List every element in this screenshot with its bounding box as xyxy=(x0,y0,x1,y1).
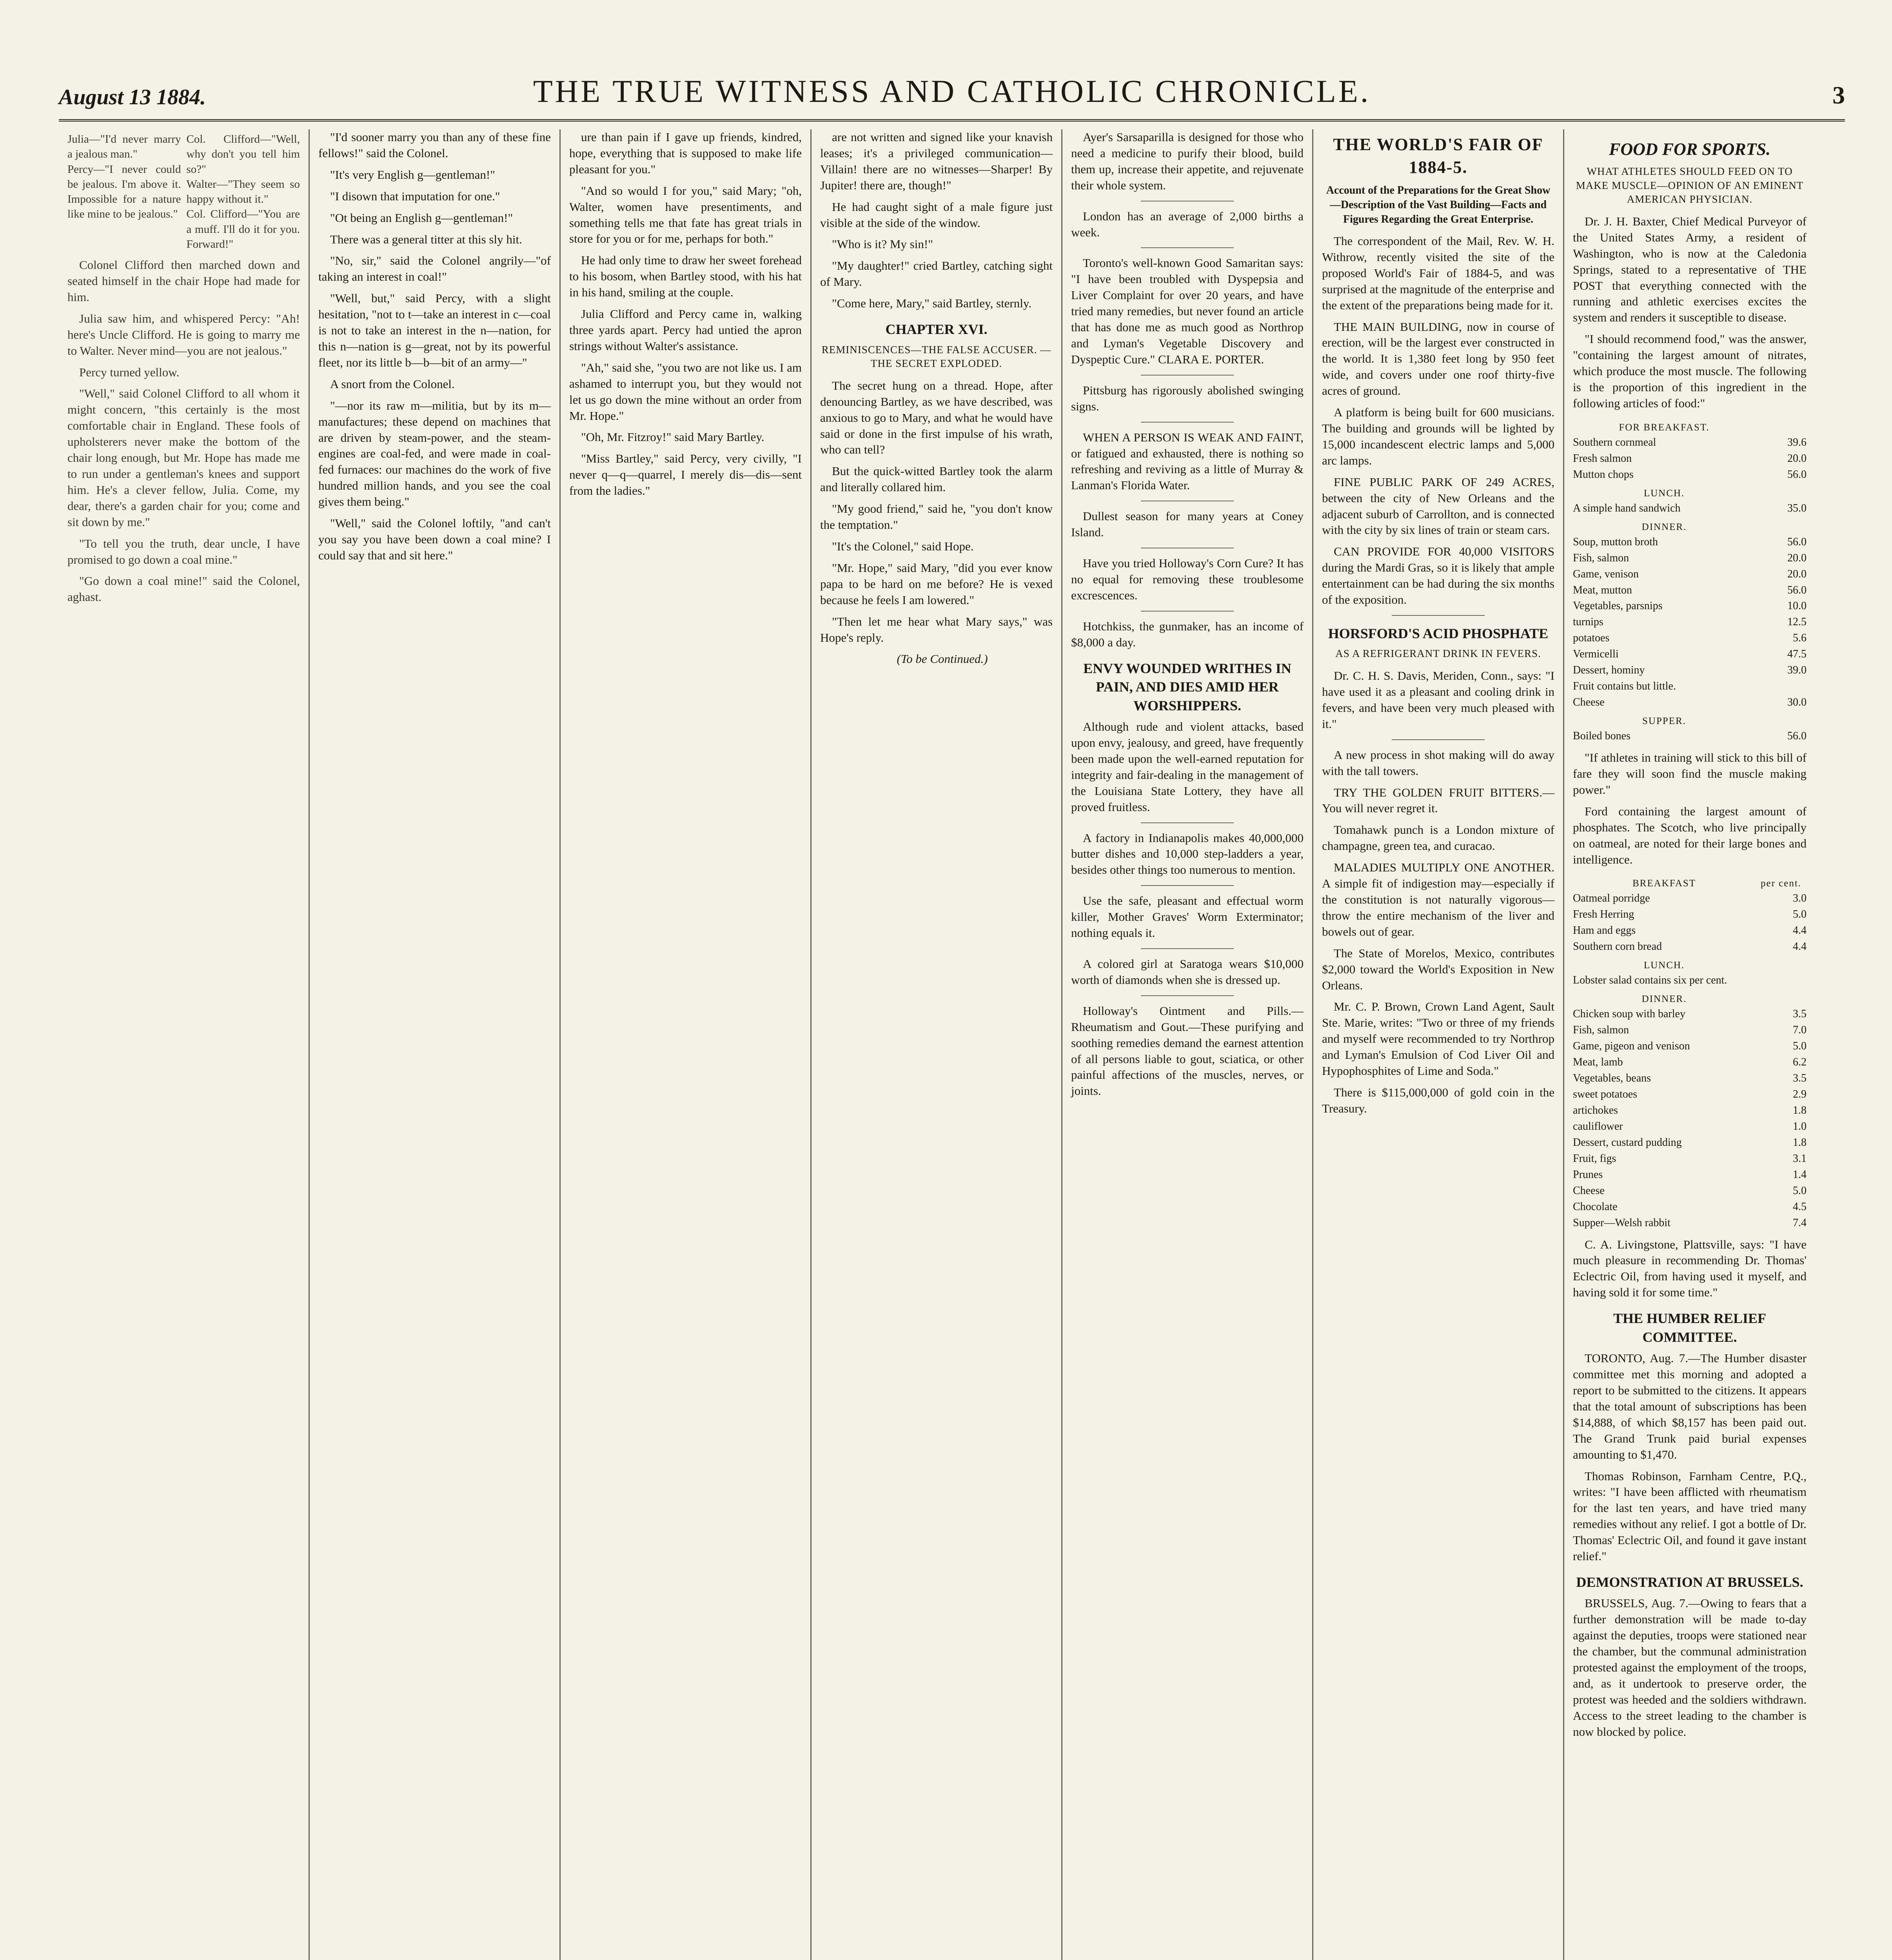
item-paragraph: Hotchkiss, the gunmaker, has an income of $8,000 a day. xyxy=(1071,619,1304,649)
story-paragraph: "To tell you the truth, dear uncle, I have promised to go down a coal mine." xyxy=(67,536,300,566)
table-group-label: BREAKFAST xyxy=(1632,878,1696,889)
article-title: FOOD FOR SPORTS. xyxy=(1609,140,1770,159)
divider xyxy=(1392,615,1485,616)
article-paragraph: Thomas Robinson, Farnham Centre, P.Q., writes: "I have been afflicted with rheumatism for the last ten years, and have tried many remedies without any relief. I got a bottle of Dr. Thomas' Eclectric Oil, and found it gave instant relief." xyxy=(1573,1469,1807,1563)
issue-date: August 13 1884. xyxy=(59,85,206,109)
table-group-label: FOR BREAKFAST. xyxy=(1619,422,1710,433)
food-value: 56.0 xyxy=(1787,584,1807,596)
table-group-value xyxy=(1756,517,1807,534)
table-group-value xyxy=(1756,955,1807,973)
chapter-subtitle: REMINISCENCES—THE FALSE ACCUSER. —THE SECRET EXPLODED. xyxy=(821,343,1051,370)
food-value: 5.0 xyxy=(1793,1040,1807,1053)
story-paragraph: But the quick-witted Bartley took the alarm and literally collared him. xyxy=(820,464,1053,494)
divider xyxy=(1141,611,1234,612)
food-item: Fish, salmon xyxy=(1573,1024,1629,1036)
table-group-label: SUPPER. xyxy=(1642,716,1686,727)
table-row xyxy=(1573,891,1807,907)
section-heading: ENVY WOUNDED WRITHES IN PAIN, AND DIES AMID HER WORSHIPPERS. xyxy=(1083,660,1291,713)
food-item: Meat, mutton xyxy=(1573,584,1632,596)
table-row xyxy=(1573,1199,1807,1215)
dialogue-line: Col. Clifford—"You are a muff. I'll do it for you. Forward!" xyxy=(186,208,300,250)
story-paragraph: Percy turned yellow. xyxy=(79,365,180,379)
food-item: potatoes xyxy=(1573,632,1610,644)
table-row xyxy=(1573,923,1807,939)
table-row xyxy=(1573,728,1807,744)
food-value: 4.4 xyxy=(1793,924,1807,937)
dialogue-line: Walter—"They seem so happy without it." xyxy=(186,178,300,206)
story-paragraph: "My good friend," said he, "you don't know the temptation." xyxy=(820,502,1053,532)
food-value: 3.0 xyxy=(1793,892,1807,905)
section-heading: HORSFORD'S ACID PHOSPHATE xyxy=(1328,625,1549,641)
story-paragraph: "Come here, Mary," said Bartley, sternly. xyxy=(832,296,1032,310)
table-row xyxy=(1573,550,1807,566)
story-paragraph: "Who is it? My sin!" xyxy=(832,237,933,251)
item-paragraph: Ayer's Sarsaparilla is designed for those who need a medicine to purify their blood, build them up, increase their appetite, and rejuvenate their whole system. xyxy=(1071,130,1304,192)
table-row xyxy=(1573,467,1807,483)
food-item: Vermicelli xyxy=(1573,648,1619,661)
article-paragraph: "I should recommend food," was the answer, "containing the largest amount of nitrates, which produce the most muscle. The following is the proportion of this ingredient in the following articles of food:" xyxy=(1573,332,1807,410)
food-item: Vegetables, beans xyxy=(1573,1072,1651,1084)
column-5 xyxy=(1062,129,1313,1960)
table-row xyxy=(1573,1022,1807,1038)
food-value: 56.0 xyxy=(1787,468,1807,481)
table-row xyxy=(1573,646,1807,662)
table-row xyxy=(1573,1006,1807,1022)
divider xyxy=(1141,375,1234,376)
column-6 xyxy=(1313,129,1564,1960)
article-paragraph: Ford containing the largest amount of phosphates. The Scotch, who live principally on oatmeal, are noted for their large bones and intelligence. xyxy=(1573,804,1807,866)
table-row xyxy=(1573,695,1807,711)
story-paragraph: "Well," said the Colonel loftily, "and can't you say you have been down a coal mine? I could say that and sit here." xyxy=(318,516,551,562)
food-item: Soup, mutton broth xyxy=(1573,535,1658,548)
food-item: Fresh salmon xyxy=(1573,452,1632,465)
table-row xyxy=(1573,451,1807,467)
item-paragraph: Use the safe, pleasant and effectual worm killer, Mother Graves' Worm Exterminator; nothing equals it. xyxy=(1071,894,1304,940)
story-paragraph: "Oh, Mr. Fitzroy!" said Mary Bartley. xyxy=(581,430,764,444)
table-group-label: LUNCH. xyxy=(1643,960,1685,971)
article-paragraph: The correspondent of the Mail, Rev. W. H. Withrow, recently visited the site of the proposed World's Fair of 1884-5, and was surprised at the magnitude of the enterprise and the extent of the preparations being made for it. xyxy=(1322,234,1554,312)
table-group-value: per cent. xyxy=(1760,878,1802,889)
table-row xyxy=(1573,1103,1807,1119)
story-paragraph: "Ah," said she, "you two are not like us. I am ashamed to interrupt you, but they would not let us go down the mine without an order from Mr. Hope." xyxy=(569,360,802,423)
food-value: 30.0 xyxy=(1787,696,1807,709)
story-paragraph: He had caught sight of a male figure just visible at the side of the window. xyxy=(820,200,1053,230)
food-item: Cheese xyxy=(1573,696,1605,709)
story-paragraph: Julia saw him, and whispered Percy: "Ah! here's Uncle Clifford. He is going to marry me to Walter. Never mind—you are not jealous." xyxy=(67,311,300,358)
food-item: Fish, salmon xyxy=(1573,552,1629,564)
food-item: A simple hand sandwich xyxy=(1573,502,1681,514)
food-item: Mutton chops xyxy=(1573,468,1634,481)
food-item: Game, pigeon and venison xyxy=(1573,1040,1690,1053)
chapter-title: CHAPTER XVI. xyxy=(885,321,988,338)
table-group-heading xyxy=(1573,483,1807,501)
divider xyxy=(1141,948,1234,949)
food-item: Southern cornmeal xyxy=(1573,436,1656,448)
food-value: 47.5 xyxy=(1787,648,1807,661)
item-paragraph: MALADIES MULTIPLY ONE ANOTHER. A simple fit of indigestion may—especially if the constitution is not naturally vigorous—throw the entire mechanism of the liver and bowels out of gear. xyxy=(1322,860,1554,938)
story-paragraph: "Mr. Hope," said Mary, "did you ever know papa to be hard on me before? He is vexed because he feels I am lowered." xyxy=(820,561,1053,607)
table-row xyxy=(1573,1135,1807,1151)
story-paragraph: "I disown that imputation for one." xyxy=(330,189,500,203)
table-row xyxy=(1573,973,1807,989)
food-item: Vegetables, parsnips xyxy=(1573,600,1663,612)
table-row xyxy=(1573,1119,1807,1135)
table-row xyxy=(1573,435,1807,451)
item-paragraph: WHEN A PERSON IS WEAK AND FAINT, or fatigued and exhausted, there is nothing so refreshing and reviving as a little of Murray & Lanman's Florida Water. xyxy=(1071,430,1304,492)
article-paragraph: TORONTO, Aug. 7.—The Humber disaster committee met this morning and adopted a report to be submitted to the citizens. It appears that the total amount of subscriptions has been $14,888, of which $8,157 has been paid out. The Grand Trunk paid burial expenses amounting to $1,470. xyxy=(1573,1351,1807,1461)
food-item: cauliflower xyxy=(1573,1120,1623,1132)
food-item: Boiled bones xyxy=(1573,730,1631,742)
dialogue-block xyxy=(67,132,300,252)
table-group-value xyxy=(1756,711,1807,728)
story-paragraph: "It's very English g—gentleman!" xyxy=(330,167,495,181)
column-7 xyxy=(1564,129,1815,1960)
article-paragraph: C. A. Livingstone, Plattsville, says: "I have much pleasure in recommending Dr. Thomas' Eclectric Oil, from having used it myself, and having sold it for some time." xyxy=(1573,1237,1807,1299)
food-value: 56.0 xyxy=(1787,535,1807,548)
story-paragraph: are not written and signed like your knavish leases; it's a privileged communication—Villain! there are no witnesses—Sharper! By Jupiter! there are, though!" xyxy=(820,130,1053,192)
table-group-label: DINNER. xyxy=(1641,521,1687,532)
food-item: Meat, lamb xyxy=(1573,1056,1623,1069)
table-group-heading xyxy=(1573,873,1807,891)
food-value: 1.8 xyxy=(1793,1104,1807,1116)
table-row xyxy=(1573,598,1807,614)
story-paragraph: He had only time to draw her sweet forehead to his bosom, when Bartley stood, with his hat in his hand, smiling at the couple. xyxy=(569,253,802,299)
food-value: 10.0 xyxy=(1787,600,1807,612)
table-row xyxy=(1573,583,1807,599)
table-group-value xyxy=(1756,483,1807,501)
food-value: 1.4 xyxy=(1793,1168,1807,1181)
story-paragraph: "And so would I for you," said Mary; "oh, Walter, women have presentiments, and something tells me that fate has great trials in store for you or for me, perhaps for both." xyxy=(569,183,802,246)
food-value: 20.0 xyxy=(1787,452,1807,465)
food-item: Ham and eggs xyxy=(1573,924,1636,937)
section-subtitle: AS A REFRIGERANT DRINK IN FEVERS. xyxy=(1335,648,1541,660)
item-paragraph: Although rude and violent attacks, based upon envy, jealousy, and greed, have frequently been made upon the well-earned reputation for integrity and fair-dealing in the management of the Louisiana State Lottery, they have all proved fruitless. xyxy=(1071,720,1304,814)
food-value: 4.4 xyxy=(1793,940,1807,953)
food-value xyxy=(1756,679,1807,695)
table-row xyxy=(1573,907,1807,923)
item-paragraph: There is $115,000,000 of gold coin in the Treasury. xyxy=(1322,1085,1554,1115)
column-3 xyxy=(561,129,812,1960)
story-paragraph: Colonel Clifford then marched down and seated himself in the chair Hope had made for him. xyxy=(67,258,300,304)
columns xyxy=(59,129,1845,1960)
item-paragraph: Holloway's Ointment and Pills.—Rheumatism and Gout.—These purifying and soothing remedies demand the earnest attention of all persons liable to gout, sciatica, or other painful affections of the muscles, nerves, or joints. xyxy=(1071,1004,1304,1098)
food-value: 1.8 xyxy=(1793,1136,1807,1149)
table-row xyxy=(1573,1038,1807,1054)
food-value: 20.0 xyxy=(1787,552,1807,564)
article-deck: Account of the Preparations for the Great Show—Description of the Vast Building—Facts and Figures Regarding the Great Enterprise. xyxy=(1326,184,1551,226)
food-item: Chicken soup with barley xyxy=(1573,1008,1685,1020)
food-value: 56.0 xyxy=(1787,730,1807,742)
table-group-value xyxy=(1756,989,1807,1006)
item-paragraph: The State of Morelos, Mexico, contributes $2,000 toward the World's Exposition in New Orleans. xyxy=(1322,946,1554,992)
food-item: Dessert, custard pudding xyxy=(1573,1136,1682,1149)
article-paragraph: THE MAIN BUILDING, now in course of erection, will be the largest ever constructed in the world. It is 1,380 feet long by 950 feet wide, and covers under one roof thirty-five acres of ground. xyxy=(1322,319,1554,398)
phosphates-table xyxy=(1573,873,1807,1231)
story-paragraph: "—nor its raw m—militia, but by its m—manufactures; these depend on machines that are driven by steam-power, and the steam-engines are coal-fed, and were made in coal-fed furnaces: our machines do the work of five hundred million hands, and you see the coal gives them being." xyxy=(318,398,551,509)
story-paragraph: "Then let me hear what Mary says," was Hope's reply. xyxy=(820,614,1053,644)
table-group-label: LUNCH. xyxy=(1643,488,1685,499)
table-group-heading xyxy=(1573,417,1807,435)
divider xyxy=(1141,422,1234,423)
divider xyxy=(1392,739,1485,740)
food-item: Southern corn bread xyxy=(1573,940,1662,953)
story-paragraph: Julia Clifford and Percy came in, walking three yards apart. Percy had untied the apron strings without Walter's assistance. xyxy=(569,307,802,353)
food-value: 39.0 xyxy=(1787,664,1807,677)
table-row xyxy=(1573,679,1807,695)
food-item: Fruit, figs xyxy=(1573,1152,1616,1165)
story-paragraph: The secret hung on a thread. Hope, after denouncing Bartley, as we have described, was anxious to go to Mary, and what he would have said or done in the first impulse of his wrath, who can tell? xyxy=(820,378,1053,457)
food-value: 3.1 xyxy=(1793,1152,1807,1165)
item-paragraph: Tomahawk punch is a London mixture of champagne, green tea, and curacao. xyxy=(1322,823,1554,853)
story-paragraph: "My daughter!" cried Bartley, catching sight of Mary. xyxy=(820,259,1053,289)
story-paragraph: "Go down a coal mine!" said the Colonel, aghast. xyxy=(67,574,300,604)
food-value: 3.5 xyxy=(1793,1072,1807,1084)
item-paragraph: Toronto's well-known Good Samaritan says: "I have been troubled with Dyspepsia and Liver Complaint for over 20 years, and have tried many remedies, but never found an article that has done me as much good as Northrop and Lyman's Vegetable Discovery and Dyspeptic Cure." CLARA E. PORTER. xyxy=(1071,256,1304,366)
story-paragraph: "Ot being an English g—gentleman!" xyxy=(330,211,513,225)
article-paragraph: "If athletes in training will stick to this bill of fare they will soon find the muscle making power." xyxy=(1573,751,1807,797)
table-group-label: DINNER. xyxy=(1641,994,1687,1005)
table-row xyxy=(1573,1054,1807,1071)
food-value: 1.0 xyxy=(1793,1120,1807,1132)
table-row xyxy=(1573,1071,1807,1087)
article-subtitle: WHAT ATHLETES SHOULD FEED ON TO MAKE MUSCLE—OPINION OF AN EMINENT AMERICAN PHYSICIAN. xyxy=(1576,165,1804,205)
column-2 xyxy=(310,129,561,1960)
item-paragraph: London has an average of 2,000 births a week. xyxy=(1071,209,1304,239)
food-item: Game, venison xyxy=(1573,568,1639,580)
table-row xyxy=(1573,1167,1807,1183)
dialogue-line: Julia—"I'd never marry a jealous man." xyxy=(67,133,181,161)
food-item: Oatmeal porridge xyxy=(1573,892,1650,905)
item-paragraph: Dr. C. H. S. Davis, Meriden, Conn., says: "I have used it as a pleasant and cooling drink in fevers, and have been very much pleased with it." xyxy=(1322,669,1554,731)
item-paragraph: A colored girl at Saratoga wears $10,000 worth of diamonds when she is dressed up. xyxy=(1071,956,1304,987)
page-number: 3 xyxy=(1832,81,1845,109)
article-paragraph: CAN PROVIDE FOR 40,000 VISITORS during the Mardi Gras, so it is likely that ample entertainment can be had during the six months of the exposition. xyxy=(1322,544,1554,607)
table-row xyxy=(1573,662,1807,679)
table-group-heading xyxy=(1573,711,1807,728)
section-heading: DEMONSTRATION AT BRUSSELS. xyxy=(1576,1574,1803,1590)
food-value: 5.6 xyxy=(1793,632,1807,644)
table-row xyxy=(1573,1151,1807,1167)
food-value: 4.5 xyxy=(1793,1200,1807,1213)
item-paragraph: Dullest season for many years at Coney Island. xyxy=(1071,509,1304,539)
column-1 xyxy=(59,129,310,1960)
story-paragraph: "Well, but," said Percy, with a slight hesitation, "not to t—take an interest in c—coal is not to take an interest in the n—nation, for this n—nation is g—great, not by its powerful fleet, nor its little b—b—bit of an army—" xyxy=(318,291,551,369)
table-group-heading xyxy=(1573,955,1807,973)
food-value: 7.0 xyxy=(1793,1024,1807,1036)
food-item: artichokes xyxy=(1573,1104,1618,1116)
food-value: 12.5 xyxy=(1787,616,1807,628)
food-item: turnips xyxy=(1573,616,1603,628)
food-item: Cheese xyxy=(1573,1184,1605,1197)
story-paragraph: A snort from the Colonel. xyxy=(330,377,455,391)
nitrates-table xyxy=(1573,417,1807,744)
food-value xyxy=(1756,973,1807,989)
table-group-heading xyxy=(1573,517,1807,534)
food-item: Supper—Welsh rabbit xyxy=(1573,1216,1670,1229)
article-paragraph: BRUSSELS, Aug. 7.—Owing to fears that a further demonstration will be made to-day against the deputies, troops were stationed near the chamber, but the communal administration protested against the employment of the troops, and, as it undertook to preserve order, the protest was heeded and the soldiers withdrawn. Access to the street leading to the chamber is now blocked by police. xyxy=(1573,1596,1807,1739)
article-paragraph: A platform is being built for 600 musicians. The building and grounds will be lighted by 15,000 incandescent electric lamps and 5,000 arc lamps. xyxy=(1322,405,1554,467)
item-paragraph: Pittsburg has rigorously abolished swinging signs. xyxy=(1071,383,1304,413)
article-title: THE WORLD'S FAIR OF 1884-5. xyxy=(1333,135,1543,177)
dialogue-line: Percy—"I never could be jealous. I'm above it. Impossible for a nature like mine to be jealous." xyxy=(67,163,181,221)
story-paragraph: ure than pain if I gave up friends, kindred, hope, everything that is supposed to make life pleasant for you." xyxy=(569,130,802,176)
story-paragraph: There was a general titter at this sly hit. xyxy=(330,232,522,246)
story-paragraph: "It's the Colonel," said Hope. xyxy=(832,539,974,553)
article-paragraph: Dr. J. H. Baxter, Chief Medical Purveyor of the United States Army, a resident of Washington, who is now at the Caledonia Springs, stated to a representative of THE POST that everything connected with the running and athletic exercises excites the system and renders it susceptible to disease. xyxy=(1573,214,1807,325)
story-paragraph: "Miss Bartley," said Percy, very civilly, "I never q—q—quarrel, I merely dis—dis—sent from the ladies." xyxy=(569,452,802,498)
column-4 xyxy=(812,129,1062,1960)
food-value: 35.0 xyxy=(1787,502,1807,514)
item-paragraph: A factory in Indianapolis makes 40,000,000 butter dishes and 10,000 step-ladders a year, besides other things too numerous to mention. xyxy=(1071,831,1304,877)
newspaper-title: THE TRUE WITNESS AND CATHOLIC CHRONICLE. xyxy=(533,73,1371,109)
table-row xyxy=(1573,630,1807,646)
item-paragraph: Mr. C. P. Brown, Crown Land Agent, Sault Ste. Marie, writes: "Two or three of my friends and myself were recommended to try Northrop and Lyman's Emulsion of Cod Liver Oil and Hypophosphites of Lime and Soda." xyxy=(1322,1000,1554,1078)
divider xyxy=(1141,822,1234,823)
table-row xyxy=(1573,939,1807,955)
item-paragraph: A new process in shot making will do away with the tall towers. xyxy=(1322,748,1554,778)
food-item: Fruit contains but little. xyxy=(1573,680,1676,693)
divider xyxy=(1141,995,1234,996)
food-value: 5.0 xyxy=(1793,908,1807,921)
food-value: 39.6 xyxy=(1787,436,1807,448)
dialogue-line: Col. Clifford—"Well, why don't you tell him so?" xyxy=(186,133,300,176)
table-row xyxy=(1573,614,1807,630)
story-paragraph: "No, sir," said the Colonel angrily—"of taking an interest in coal!" xyxy=(318,254,551,284)
food-value: 3.5 xyxy=(1793,1008,1807,1020)
food-value: 6.2 xyxy=(1793,1056,1807,1069)
food-value: 2.9 xyxy=(1793,1088,1807,1100)
story-paragraph: "Well," said Colonel Clifford to all whom it might concern, "this certainly is the most comfortable chair in England. These fools of upholsterers never make the bottom of the chair long enough, but Mr. Hope has made me to run under a gentleman's knees and support him. He's a clever fellow, Julia. Come, my dear, there's a garden chair for you; come and sit down by me." xyxy=(67,387,300,529)
food-item: Dessert, hominy xyxy=(1573,664,1645,677)
food-value: 7.4 xyxy=(1793,1216,1807,1229)
section-heading: THE HUMBER RELIEF COMMITTEE. xyxy=(1613,1310,1767,1345)
table-row xyxy=(1573,1087,1807,1103)
food-value: 5.0 xyxy=(1793,1184,1807,1197)
food-item: Fresh Herring xyxy=(1573,908,1634,921)
table-group-heading xyxy=(1573,989,1807,1006)
food-value: 20.0 xyxy=(1787,568,1807,580)
divider xyxy=(1141,885,1234,886)
item-paragraph: TRY THE GOLDEN FRUIT BITTERS.—You will never regret it. xyxy=(1322,785,1554,815)
food-item: Lobster salad contains six per cent. xyxy=(1573,974,1727,987)
table-group-value xyxy=(1756,417,1807,435)
table-row xyxy=(1573,534,1807,550)
story-paragraph: "I'd sooner marry you than any of these fine fellows!" said the Colonel. xyxy=(318,130,551,160)
table-row xyxy=(1573,1183,1807,1199)
masthead xyxy=(59,16,1845,122)
item-paragraph: Have you tried Holloway's Corn Cure? It has no equal for removing these troublesome excrescences. xyxy=(1071,556,1304,602)
to-be-continued: (To be Continued.) xyxy=(897,652,988,666)
food-item: sweet potatoes xyxy=(1573,1088,1638,1100)
divider xyxy=(1141,247,1234,248)
food-item: Prunes xyxy=(1573,1168,1603,1181)
article-paragraph: FINE PUBLIC PARK OF 249 ACRES, between the city of New Orleans and the adjacent suburb of Carrollton, and is connected with the city by six lines of train or steam cars. xyxy=(1322,475,1554,537)
table-row xyxy=(1573,1215,1807,1231)
food-item: Chocolate xyxy=(1573,1200,1618,1213)
table-row xyxy=(1573,501,1807,517)
table-row xyxy=(1573,566,1807,583)
